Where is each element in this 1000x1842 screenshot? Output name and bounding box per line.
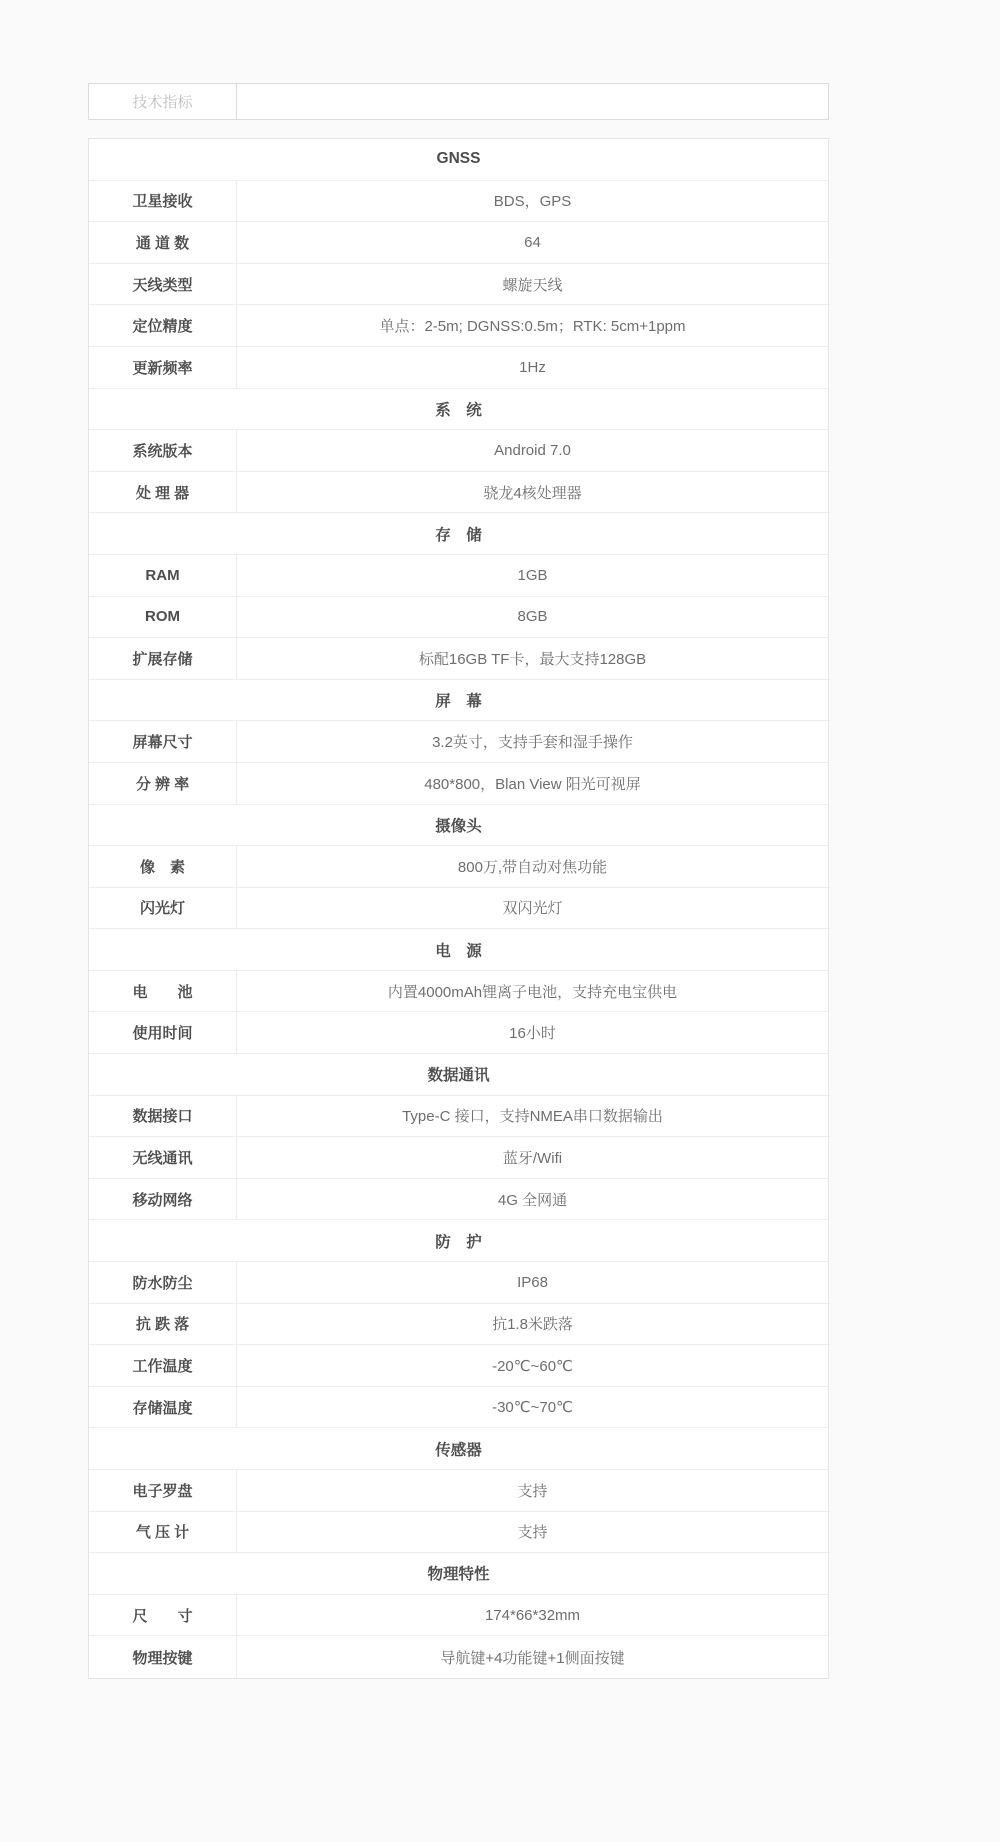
spec-label: 移动网络 — [89, 1179, 237, 1220]
section-header-row — [89, 1220, 828, 1262]
spec-value: 64 — [524, 233, 541, 251]
section-title: 数据通讯 — [427, 1067, 490, 1085]
section-title: 系 统 — [435, 401, 482, 419]
spec-row — [89, 472, 828, 514]
section-title: 存 储 — [435, 526, 482, 544]
spec-label: 存储温度 — [89, 1387, 237, 1428]
spec-label: 电子罗盘 — [89, 1470, 237, 1511]
spec-row — [89, 181, 828, 223]
spec-label: 定位精度 — [89, 305, 237, 346]
spec-label: 电 池 — [89, 971, 237, 1012]
spec-row — [89, 721, 828, 763]
spec-row — [89, 1470, 828, 1512]
spec-row — [89, 1345, 828, 1387]
spec-value: 螺旋天线 — [502, 276, 563, 294]
spec-label: 通 道 数 — [89, 222, 237, 263]
spec-value: 支持 — [517, 1524, 548, 1542]
spec-row — [89, 1636, 828, 1678]
spec-row — [89, 347, 828, 389]
section-title: 屏 幕 — [435, 693, 482, 711]
section-header-row — [89, 1428, 828, 1470]
spec-tab-empty-cell — [237, 84, 828, 119]
spec-row — [89, 846, 828, 888]
spec-row — [89, 1595, 828, 1637]
section-title: 电 源 — [435, 942, 482, 960]
spec-row — [89, 1012, 828, 1054]
spec-value: -30℃~70℃ — [492, 1399, 573, 1417]
spec-label: 更新频率 — [89, 347, 237, 388]
section-header-row — [89, 680, 828, 722]
spec-label: 数据接口 — [89, 1096, 237, 1137]
spec-row — [89, 1512, 828, 1554]
spec-label: 气 压 计 — [89, 1512, 237, 1553]
spec-value: Type-C 接口，支持NMEA串口数据输出 — [402, 1108, 663, 1126]
section-title: GNSS — [436, 150, 481, 168]
spec-value: 标配16GB TF卡，最大支持128GB — [418, 650, 647, 668]
section-title: 传感器 — [435, 1441, 482, 1459]
spec-value: 3.2英寸，支持手套和湿手操作 — [432, 734, 633, 752]
spec-label: 闪光灯 — [89, 888, 237, 929]
spec-value: 480*800，Blan View 阳光可视屏 — [424, 775, 641, 793]
spec-value: 单点：2-5m; DGNSS:0.5m；RTK: 5cm+1ppm — [379, 318, 686, 336]
section-header-row — [89, 389, 828, 431]
spec-tab-header-box — [88, 83, 829, 120]
section-header-row — [89, 139, 828, 181]
section-header-row — [89, 513, 828, 555]
spec-value: 16小时 — [509, 1025, 556, 1043]
section-header-row — [89, 805, 828, 847]
spec-value: 骁龙4核处理器 — [483, 484, 582, 502]
spec-value: 1GB — [517, 566, 548, 584]
spec-row — [89, 1262, 828, 1304]
spec-label: 防水防尘 — [89, 1262, 237, 1303]
spec-value: 800万,带自动对焦功能 — [457, 858, 608, 876]
spec-row — [89, 597, 828, 639]
spec-table — [88, 138, 829, 1679]
spec-label: 扩展存储 — [89, 638, 237, 679]
spec-label: 处 理 器 — [89, 472, 237, 513]
spec-label: 无线通讯 — [89, 1137, 237, 1178]
spec-row — [89, 1304, 828, 1346]
spec-value: 导航键+4功能键+1侧面按键 — [440, 1649, 625, 1667]
spec-row — [89, 1179, 828, 1221]
spec-value: 8GB — [517, 608, 548, 626]
spec-label: 屏幕尺寸 — [89, 721, 237, 762]
section-title: 防 护 — [435, 1233, 482, 1251]
spec-row — [89, 222, 828, 264]
spec-label: 物理按键 — [89, 1636, 237, 1678]
spec-value: -20℃~60℃ — [492, 1357, 573, 1375]
spec-value: 内置4000mAh锂离子电池，支持充电宝供电 — [387, 983, 678, 1001]
spec-value: BDS，GPS — [493, 193, 572, 211]
spec-value: Android 7.0 — [494, 441, 571, 459]
spec-row — [89, 638, 828, 680]
spec-value: 4G 全网通 — [497, 1191, 568, 1209]
spec-label: 天线类型 — [89, 264, 237, 305]
spec-row — [89, 1387, 828, 1429]
spec-label: ROM — [89, 597, 237, 638]
spec-row — [89, 763, 828, 805]
spec-label: 系统版本 — [89, 430, 237, 471]
spec-label: 卫星接收 — [89, 181, 237, 222]
spec-value: 174*66*32mm — [484, 1606, 581, 1624]
spec-row — [89, 1096, 828, 1138]
spec-label: 使用时间 — [89, 1012, 237, 1053]
spec-value: 抗1.8米跌落 — [492, 1316, 573, 1334]
spec-label: 工作温度 — [89, 1345, 237, 1386]
spec-value: 蓝牙/Wifi — [502, 1150, 563, 1168]
spec-label: 抗 跌 落 — [89, 1304, 237, 1345]
section-header-row — [89, 1054, 828, 1096]
spec-value: IP68 — [517, 1273, 548, 1291]
spec-label: 像 素 — [89, 846, 237, 887]
spec-label: 尺 寸 — [89, 1595, 237, 1636]
section-header-row — [89, 1553, 828, 1595]
spec-row — [89, 430, 828, 472]
spec-value: 1Hz — [519, 358, 546, 376]
spec-row — [89, 555, 828, 597]
section-title: 物理特性 — [427, 1566, 490, 1584]
section-title: 摄像头 — [435, 817, 482, 835]
spec-row — [89, 971, 828, 1013]
spec-tab-label: 技术指标 — [89, 84, 237, 119]
spec-label: RAM — [89, 555, 237, 596]
spec-row — [89, 305, 828, 347]
spec-row — [89, 888, 828, 930]
spec-value: 双闪光灯 — [502, 900, 563, 918]
spec-row — [89, 264, 828, 306]
spec-label: 分 辨 率 — [89, 763, 237, 804]
spec-row — [89, 1137, 828, 1179]
spec-value: 支持 — [517, 1482, 548, 1500]
section-header-row — [89, 929, 828, 971]
